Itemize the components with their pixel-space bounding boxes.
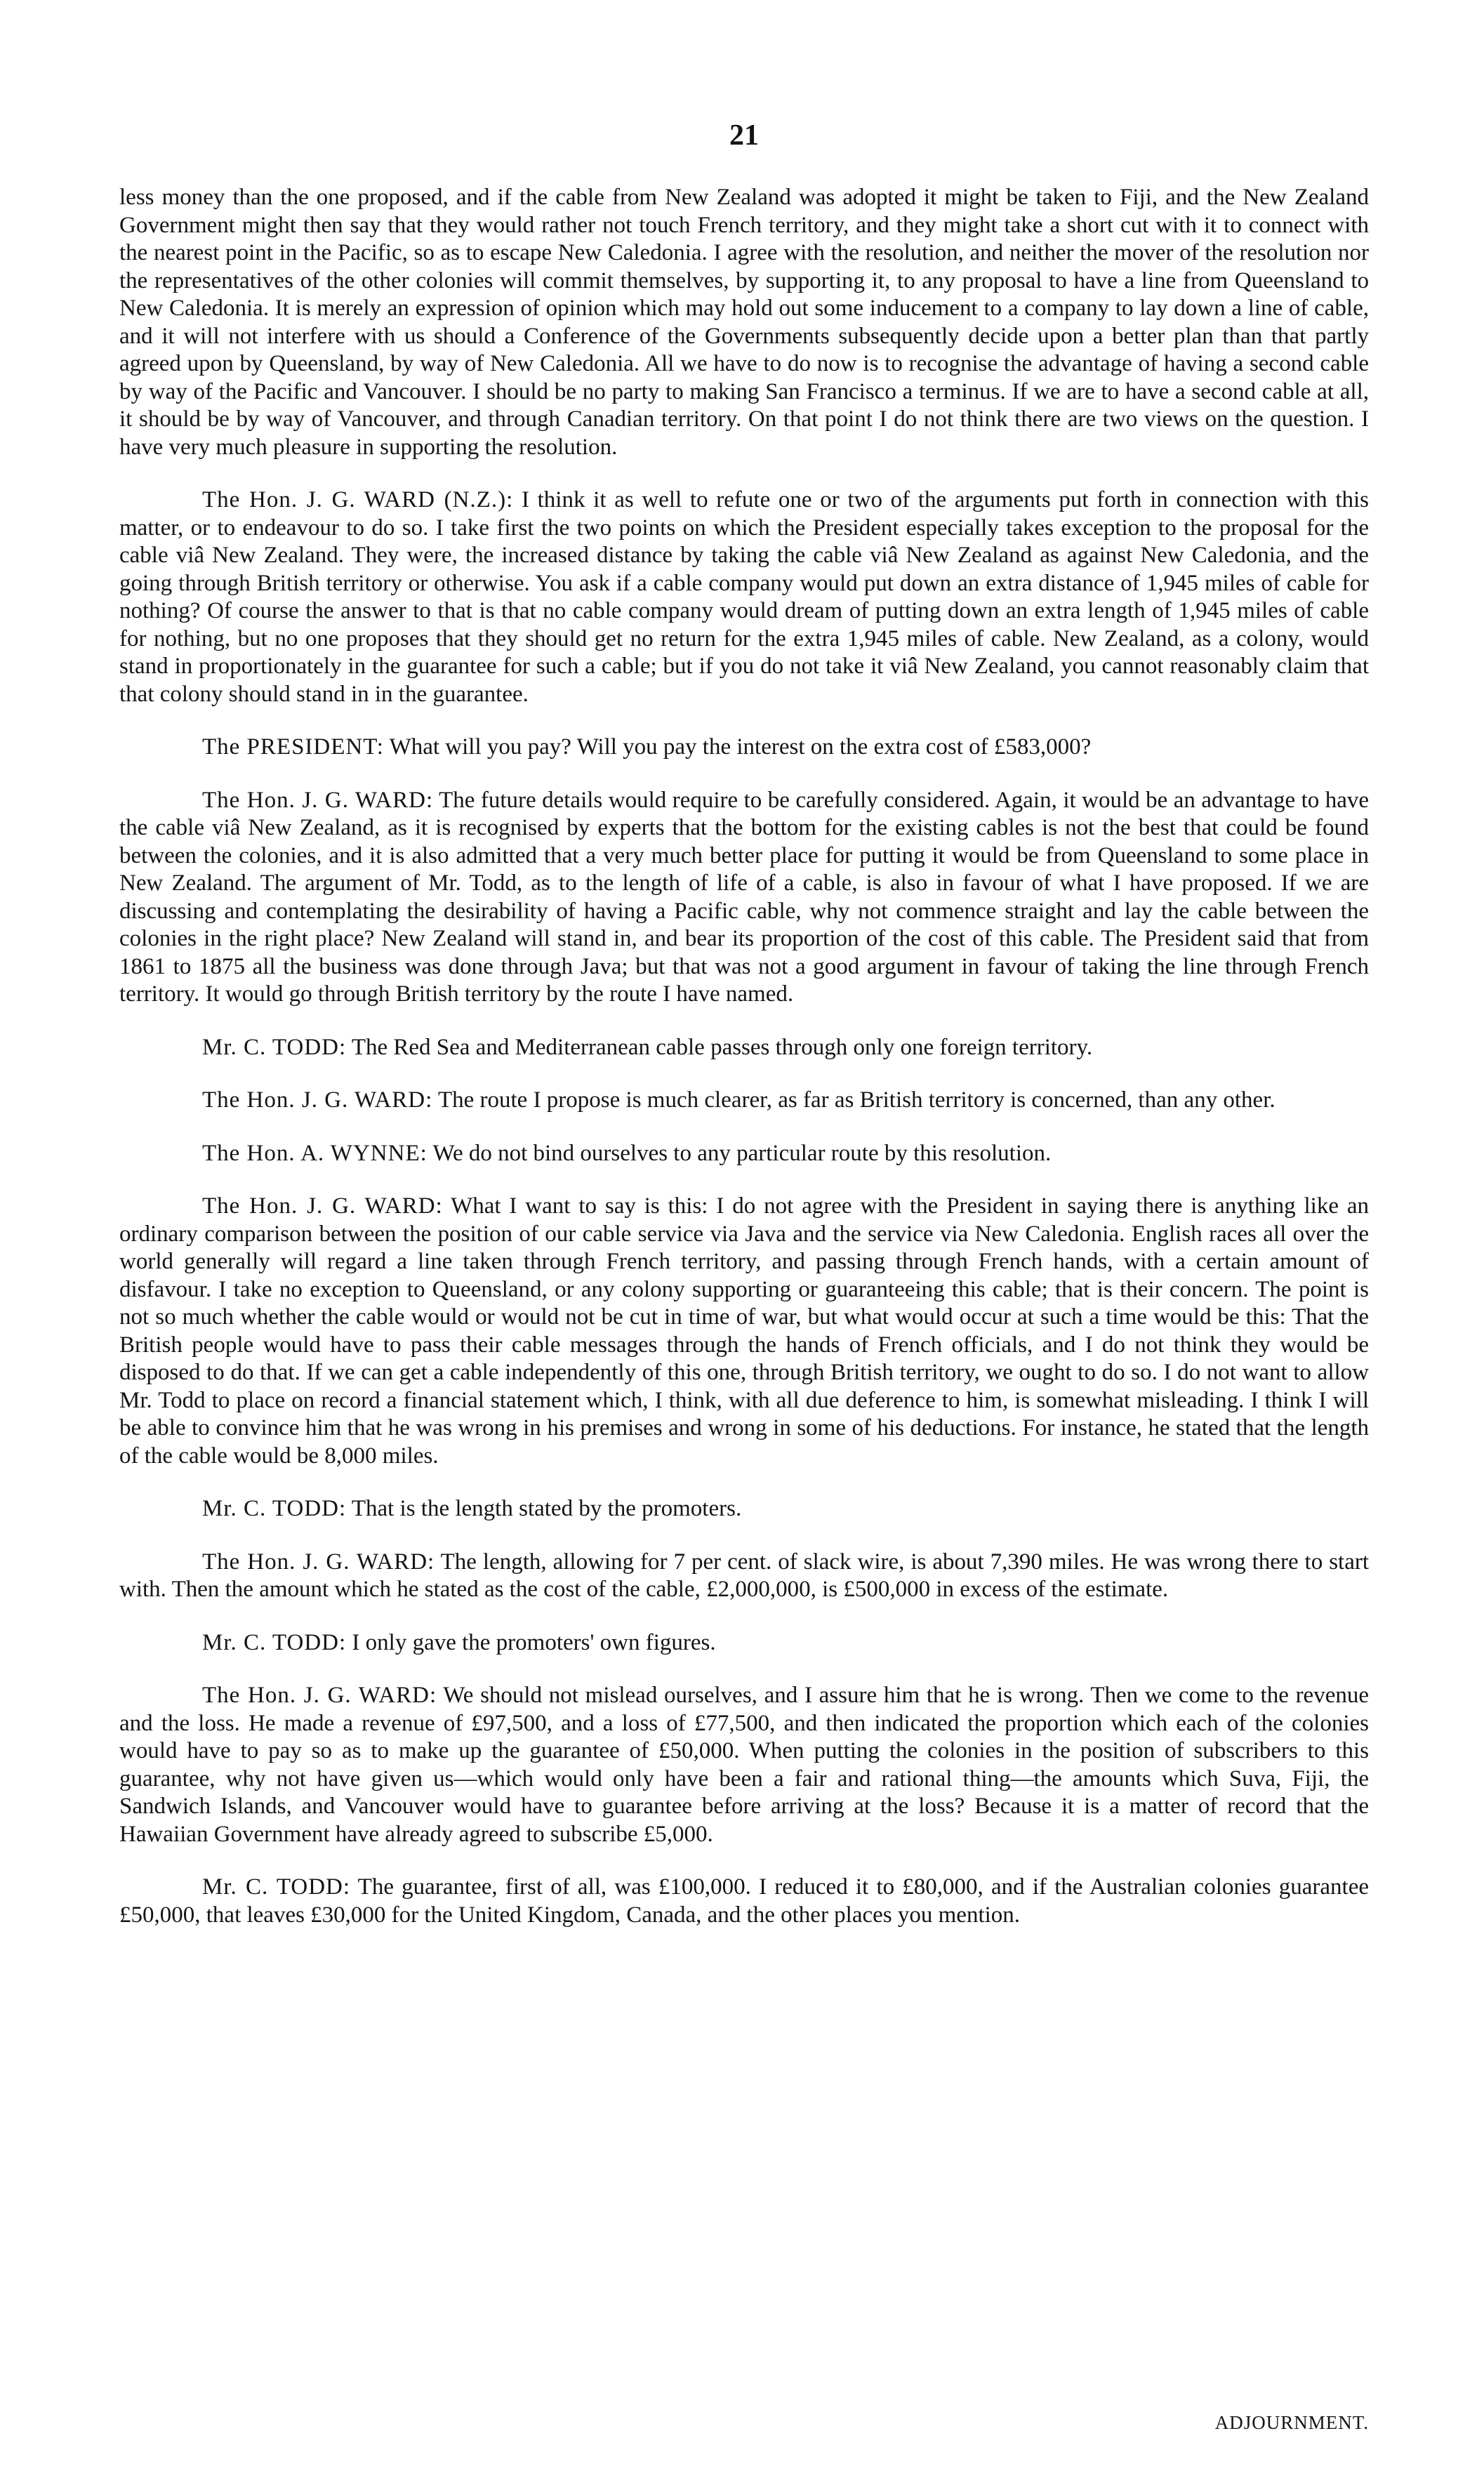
paragraph-ward-1 (119, 486, 1369, 708)
paragraph-text: We should not mislead ourselves, and I assure him that he is wrong. Then we come to the revenue and the loss. He made a revenue of £97,500, and a loss of £77,500, and then indicated the proportion which each of the colonies would have to pay so as to make up the guarantee of £50,000. When putting the colonies in the position of subscribers to this guarantee, why not have given us—which would only have been a fair and rational thing—the amounts which Suva, Fiji, the Sandwich Islands, and Vancouver would have to guarantee before arriving at the loss? Because it is a matter of record that the Hawaiian Government have already agreed to subscribe £5,000. (119, 1683, 1370, 1847)
speaker-name: The PRESIDENT: (202, 734, 384, 760)
paragraph-text: I think it as well to refute one or two of the arguments put forth in connection with this matter, or to endeavour to do so. I take first the two points on which the President especially takes exception to the proposal for the cable viâ New Zealand. They were, the increased distance by taking the cable viâ New Zealand as against New Caledonia, and the going through British territory or otherwise. You ask if a cable company would put down an extra distance of 1,945 miles of cable for nothing? Of course the answer to that is that no cable company would dream of putting down an extra length of 1,945 miles of cable for nothing, but no one proposes that they should get no return for the extra 1,945 miles of cable. New Zealand, as a colony, would stand in proportionately in the guarantee for such a cable; but if you do not take it viâ New Zealand, you cannot reasonably claim that that colony should stand in in the guarantee. (119, 487, 1369, 707)
speaker-name: Mr. C. TODD: (202, 1034, 347, 1060)
paragraph-text: The length, allowing for 7 per cent. of slack wire, is about 7,390 miles. He was wrong there to start with. Then the amount which he stated as the cost of the cable, £2,000,000, is £500,000 in excess of the estimate. (119, 1549, 1370, 1602)
paragraph-text: less money than the one proposed, and if the cable from New Zealand was adopted it might be taken to Fiji, and the New Zealand Government might then say that they would rather not touch French territory, and they might take a short cut with it to connect with the nearest point in the Pacific, so as to escape New Caledonia. I agree with the resolution, and neither the mover of the resolution nor the representatives of the other colonies will commit themselves, by supporting it, to any proposal to have a line from Queensland to New Caledonia. It is merely an expression of opinion which may hold out some inducement to a company to lay down a line of cable, and it will not interfere with us should a Conference of the Governments subsequently decide upon a better plan than that partly agreed upon by Queensland, by way of New Caledonia. All we have to do now is to recognise the advantage of having a second cable by way of the Pacific and Vancouver. I should be no party to making San Francisco a terminus. If we are to have a second cable at all, it should be by way of Vancouver, and through Canadian territory. On that point I do not think there are two views on the question. I have very much pleasure in supporting the resolution. (119, 185, 1369, 460)
document-page (119, 0, 1369, 2471)
speaker-name: Mr. C. TODD: (202, 1629, 347, 1655)
speaker-name: The Hon. J. G. WARD (N.Z.): (202, 487, 514, 512)
paragraph-text: The route I propose is much clearer, as far as British territory is concerned, than any other. (437, 1087, 1276, 1113)
paragraph-text: We do not bind ourselves to any particular route by this resolution. (432, 1140, 1052, 1166)
paragraph-ward-4 (119, 1193, 1369, 1470)
page-number: 21 (729, 119, 759, 152)
paragraph-text: What will you pay? Will you pay the interest on the extra cost of £583,000? (389, 734, 1092, 760)
paragraph-text: That is the length stated by the promoters. (351, 1496, 742, 1521)
paragraph-text: The guarantee, first of all, was £100,000. I reduced it to £80,000, and if the Australian colonies guarantee £50,000, that leaves £30,000 for the United Kingdom, Canada, and the other places you mention. (119, 1874, 1369, 1928)
paragraph-todd-3 (119, 1629, 1369, 1657)
paragraph-text: What I want to say is this: I do not agree with the President in saying there is anything like an ordinary comparison between the position of our cable service via Java and the service via New Caledonia. English races all over the world generally will regard a line taken through French territory, and passing through French hands, with a certain amount of disfavour. I take no exception to Queensland, or any colony supporting or guaranteeing this cable; that is their concern. The point is not so much whether the cable would or would not be cut in time of war, but what would occur at such a time would be this: That the British people would have to pass their cable messages through the hands of French officials, and I do not think they would be disposed to do that. If we can get a cable independently of this one, through British territory, we ought to do so. I do not want to allow Mr. Todd to place on record a financial statement which, I think, with all due deference to him, is somewhat misleading. I think I will be able to convince him that he was wrong in his premises and wrong in some of his deductions. For instance, he stated that the length of the cable would be 8,000 miles. (119, 1193, 1370, 1469)
speaker-name: The Hon. J. G. WARD: (202, 1549, 435, 1575)
paragraph-continuation (119, 184, 1369, 461)
speaker-name: The Hon. A. WYNNE: (202, 1140, 428, 1166)
paragraph-text: The Red Sea and Mediterranean cable passes through only one foreign territory. (351, 1034, 1093, 1060)
paragraph-ward-6 (119, 1682, 1369, 1848)
paragraph-text: I only gave the promoters' own figures. (352, 1629, 716, 1655)
debate-transcript (119, 184, 1369, 1954)
paragraph-ward-2 (119, 787, 1369, 1009)
speaker-name: Mr. C. TODD: (202, 1496, 347, 1521)
speaker-name: The Hon. J. G. WARD: (202, 787, 434, 813)
paragraph-wynne-1 (119, 1140, 1369, 1168)
speaker-name: The Hon. J. G. WARD: (202, 1087, 433, 1113)
catchword: ADJOURNMENT. (1214, 2412, 1369, 2433)
speaker-name: The Hon. J. G. WARD: (202, 1193, 443, 1219)
paragraph-ward-5 (119, 1549, 1369, 1604)
paragraph-ward-3 (119, 1087, 1369, 1115)
speaker-name: Mr. C. TODD: (202, 1874, 351, 1900)
paragraph-president-1 (119, 734, 1369, 762)
paragraph-text: The future details would require to be carefully considered. Again, it would be an advantage to have the cable viâ New Zealand, as it is recognised by experts that the bottom for the existing cables is not the best that could be found between the colonies, and it is also admitted that a very much better place for putting it would be from Queensland to some place in New Zealand. The argument of Mr. Todd, as to the length of life of a cable, is also in favour of what I have proposed. If we are discussing and contemplating the desirability of having a Pacific cable, why not commence straight and lay the cable between the colonies in the right place? New Zealand will stand in, and bear its proportion of the cost of this cable. The President said that from 1861 to 1875 all the business was done through Java; but that was not a good argument in favour of taking the line through French territory. It would go through British territory by the route I have named. (119, 787, 1370, 1007)
paragraph-todd-4 (119, 1874, 1369, 1929)
paragraph-todd-1 (119, 1034, 1369, 1062)
speaker-name: The Hon. J. G. WARD: (202, 1683, 437, 1708)
paragraph-todd-2 (119, 1495, 1369, 1523)
